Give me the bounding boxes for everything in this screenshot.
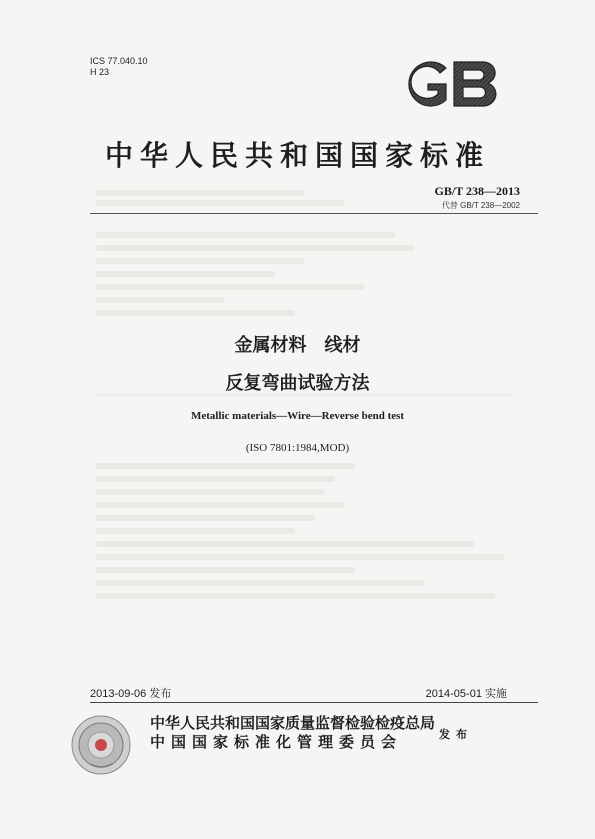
bleed-through-line — [95, 463, 355, 469]
title-cn-line1: 金属材料 线材 — [0, 331, 595, 357]
gb-logo-icon — [398, 56, 502, 112]
bleed-through-line — [95, 593, 495, 599]
issuer-line2: 中国国家标准化管理委员会 — [150, 733, 403, 751]
issuer-line1: 中华人民共和国国家质量监督检验检疫总局 — [150, 714, 436, 732]
title-en: Metallic materials—Wire—Reverse bend test — [190, 410, 405, 422]
bleed-through-line — [95, 284, 365, 290]
issue-date: 2013-09-06 发布 — [90, 688, 172, 700]
bleed-through-line — [95, 541, 475, 547]
bleed-through-line — [95, 502, 345, 508]
bleed-through-line — [95, 271, 275, 277]
bleed-through-line — [95, 515, 315, 521]
bleed-through-line — [95, 245, 415, 251]
bleed-through-line — [95, 476, 335, 482]
title-cn-line2: 反复弯曲试验方法 — [0, 369, 595, 395]
bleed-through-line — [95, 258, 305, 264]
bottom-divider — [90, 702, 538, 703]
bleed-through-line — [95, 310, 295, 316]
bleed-through-line — [95, 554, 505, 560]
issuer-block — [150, 714, 435, 752]
bleed-through-line — [95, 567, 355, 573]
category-code: H 23 — [90, 67, 110, 77]
official-seal-icon — [70, 714, 132, 776]
ics-block — [90, 56, 148, 78]
iso-reference: (ISO 7801:1984,MOD) — [245, 442, 350, 454]
bleed-through-line — [95, 580, 425, 586]
replaces-note: 代替 GB/T 238—2002 — [441, 201, 520, 210]
bleed-through-line — [95, 190, 305, 196]
ics-code: ICS 77.040.10 — [90, 56, 148, 66]
publish-label: 发布 — [439, 728, 473, 741]
bleed-through-line — [95, 297, 225, 303]
bleed-through-line — [95, 232, 395, 238]
standard-number: GB/T 238—2013 — [434, 184, 520, 198]
top-divider — [90, 213, 538, 214]
standard-number-block — [435, 184, 520, 211]
bleed-through-line — [95, 489, 325, 495]
implement-date: 2014-05-01 实施 — [425, 688, 507, 700]
bleed-through-line — [95, 200, 345, 206]
standard-type-heading: 中华人民共和国国家标准 — [104, 139, 490, 172]
bleed-through-line — [95, 528, 295, 534]
